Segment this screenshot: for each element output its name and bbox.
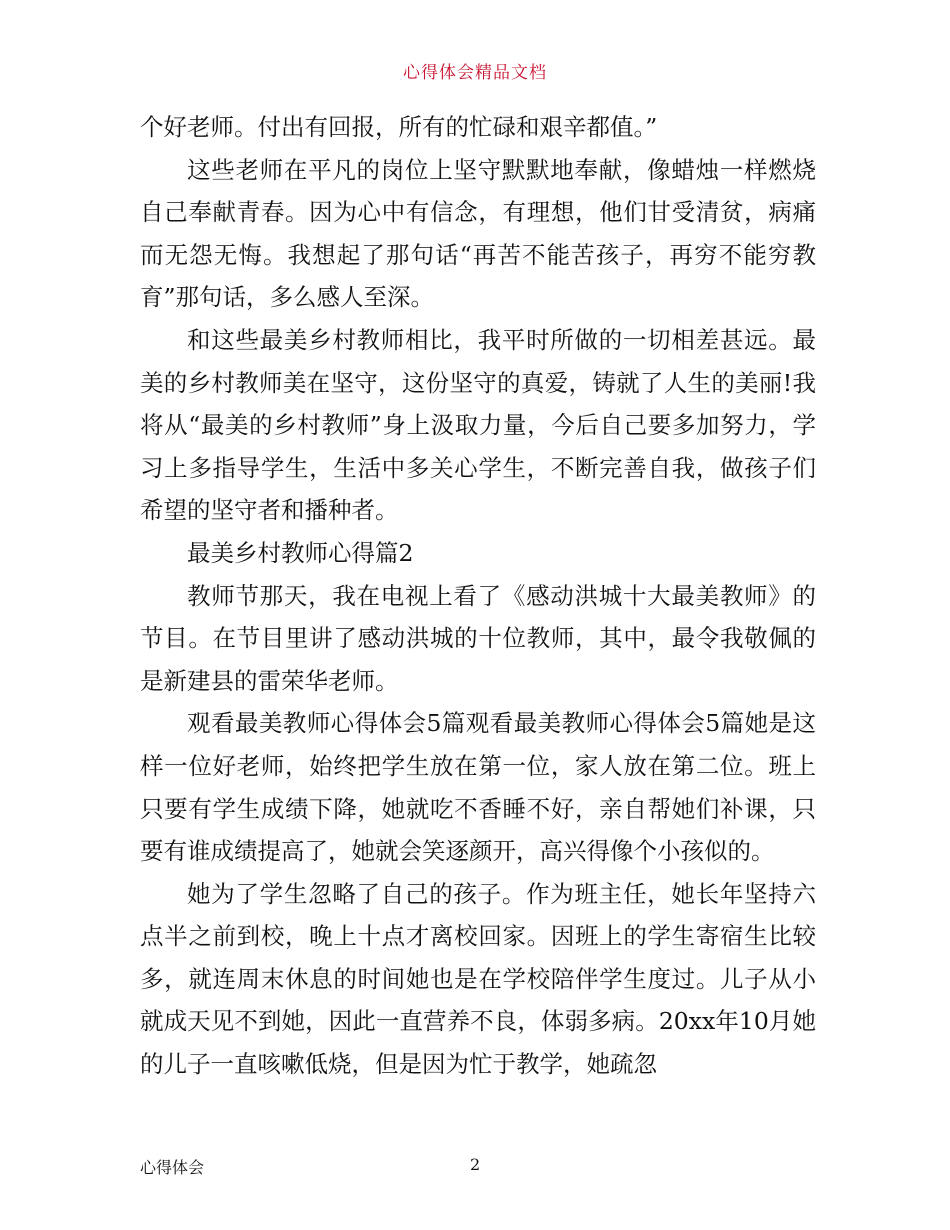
document-header-title: 心得体会精品文档 [403,63,547,83]
section-heading: 最美乡村教师心得篇2 [187,538,414,567]
page-number: 2 [470,1155,481,1174]
paragraph: 和这些最美乡村教师相比，我平时所做的一切相差甚远。最美的乡村教师美在坚守，这份坚守的真爱，铸就了人生的美丽!我将从“最美的乡村教师”身上汲取力量，今后自己要多加努力，学习上多指导学生，生活中多关心学生，不断完善自我，做孩子们希望的坚守者和播种者。 [140,325,816,525]
paragraph: 教师节那天，我在电视上看了《感动洪城十大最美教师》的节目。在节目里讲了感动洪城的十位教师，其中，最令我敬佩的是新建县的雷荣华老师。 [140,581,816,695]
document-body [140,106,816,1086]
footer-label: 心得体会 [140,1158,205,1177]
paragraph: 观看最美教师心得体会5篇观看最美教师心得体会5篇她是这样一位好老师，始终把学生放在第一位，家人放在第二位。班上只要有学生成绩下降，她就吃不香睡不好，亲自帮她们补课，只要有谁成绩提高了，她就会笑逐颜开，高兴得像个小孩似的。 [140,709,816,866]
paragraph: 个好老师。付出有回报，所有的忙碌和艰辛都值。” [140,113,658,141]
paragraph: 这些老师在平凡的岗位上坚守默默地奉献，像蜡烛一样燃烧自己奉献青春。因为心中有信念，有理想，他们甘受清贫，病痛而无怨无悔。我想起了那句话“再苦不能苦孩子，再穷不能穷教育”那句话，多么感人至深。 [140,155,816,312]
paragraph: 她为了学生忽略了自己的孩子。作为班主任，她长年坚持六点半之前到校，晚上十点才离校回家。因班上的学生寄宿生比较多，就连周末休息的时间她也是在学校陪伴学生度过。儿子从小就成天见不到她，因此一直营养不良，体弱多病。20xx年10月她的儿子一直咳嗽低烧，但是因为忙于教学，她疏忽 [140,879,816,1079]
